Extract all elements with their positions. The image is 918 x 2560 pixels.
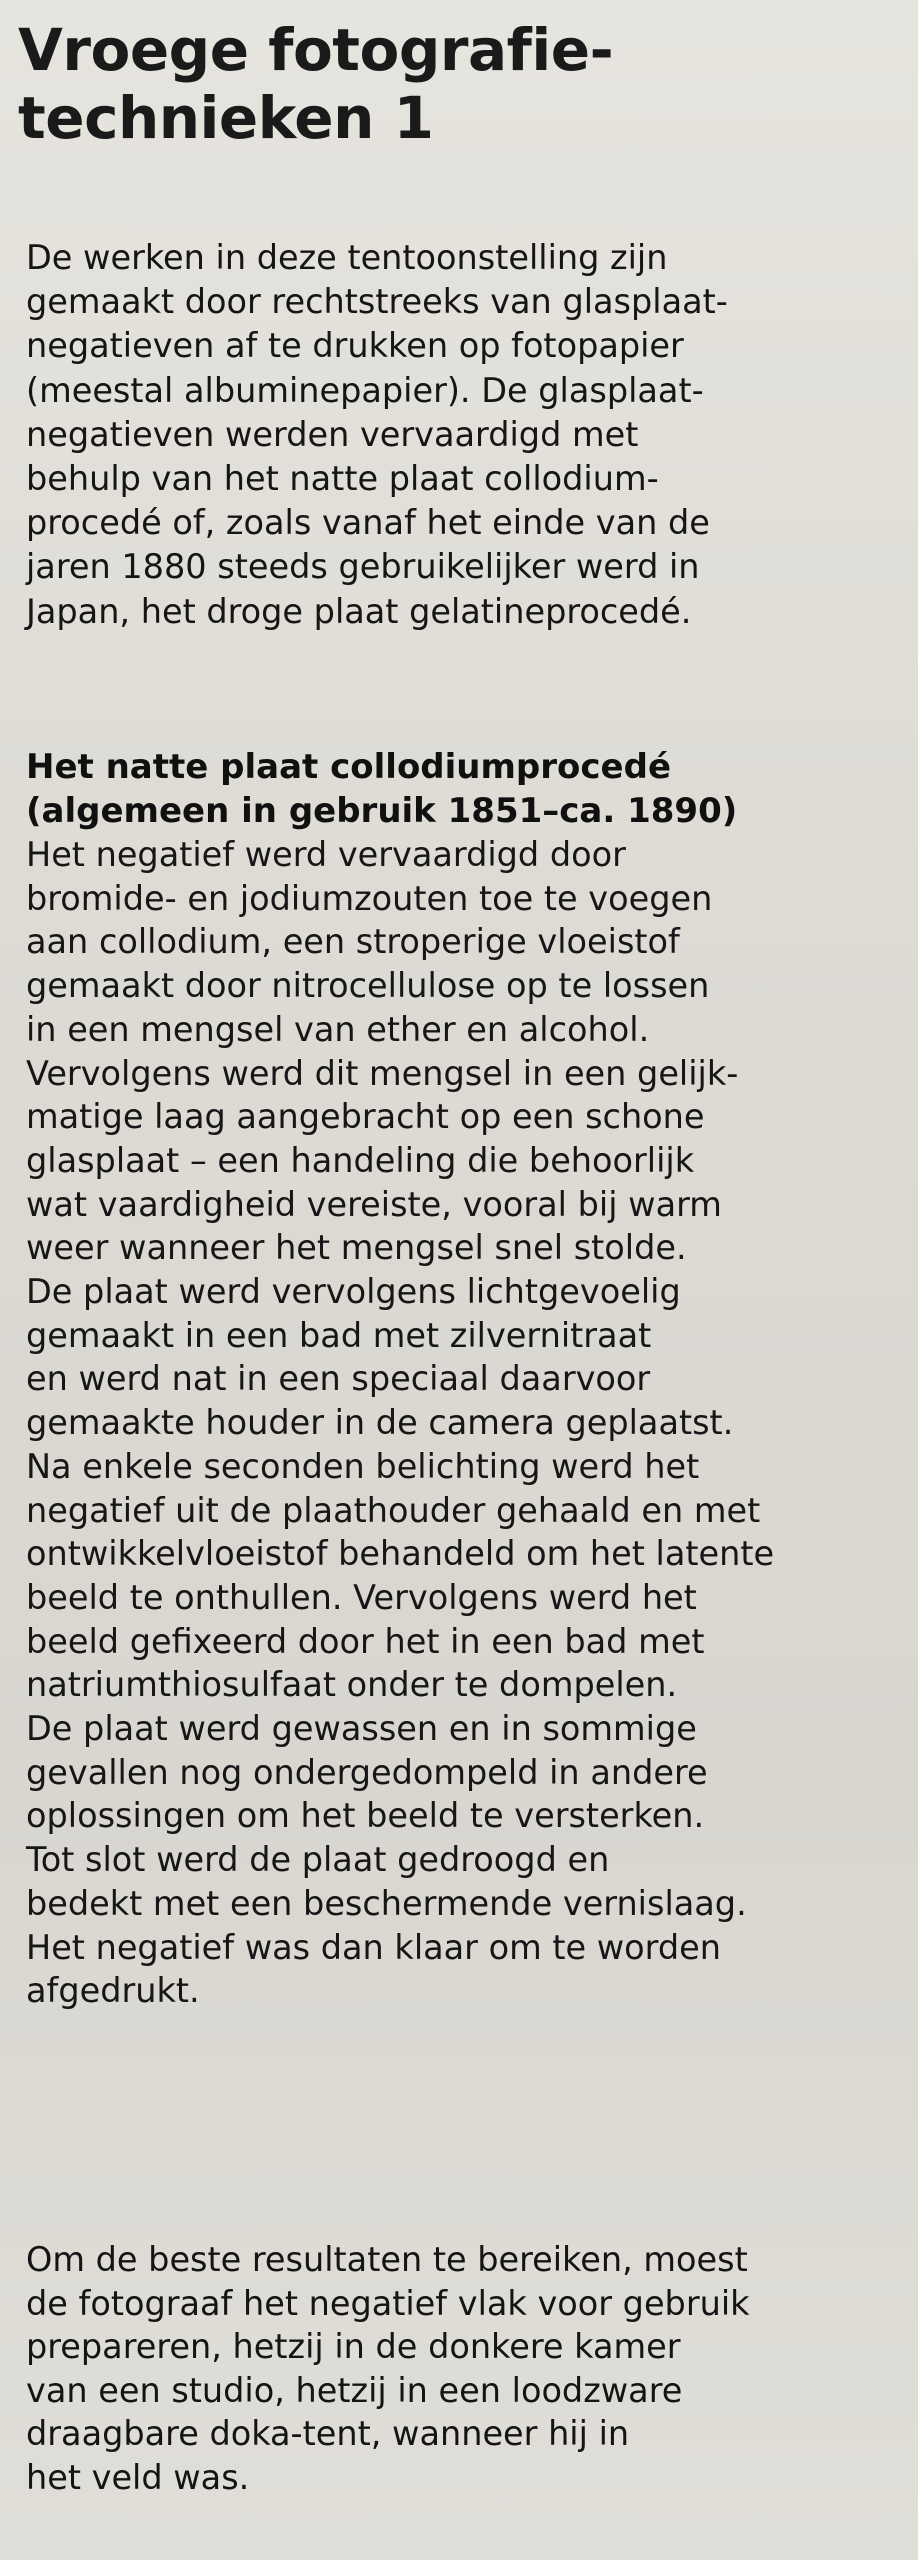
intro-line: (meestal albuminepapier). De glasplaat- xyxy=(26,370,704,410)
body-line: bedekt met een beschermende vernislaag. xyxy=(26,1883,747,1923)
body-line: Het negatief werd vervaardigd door xyxy=(26,835,626,874)
intro-line: negatieven af te drukken op fotopapier xyxy=(26,326,684,366)
body-line: De plaat werd vervolgens lichtgevoelig xyxy=(26,1272,681,1312)
body-line: gemaakte houder in de camera geplaatst. xyxy=(26,1403,734,1443)
body-line: beeld gefixeerd door het in een bad met xyxy=(26,1621,705,1661)
intro-paragraph xyxy=(26,236,886,634)
body-line: aan collodium, een stroperige vloeistof xyxy=(26,922,680,962)
body-line: gevallen nog ondergedompeld in andere xyxy=(26,1752,708,1792)
section-heading-line: Het natte plaat collodiumprocedé xyxy=(26,747,672,787)
intro-line: De werken in deze tentoonstelling zijn xyxy=(26,238,668,277)
closing-paragraph xyxy=(26,2238,886,2499)
intro-line: procedé of, zoals vanaf het einde van de xyxy=(26,503,710,543)
body-line: Vervolgens werd dit mengsel in een gelijk- xyxy=(26,1053,739,1093)
page-title xyxy=(18,16,878,152)
closing-line: van een studio, hetzij in een loodzware xyxy=(26,2370,683,2410)
body-line: negatief uit de plaathouder gehaald en met xyxy=(26,1490,761,1530)
section-body-paragraph xyxy=(26,833,886,2013)
body-line: afgedrukt. xyxy=(26,1971,200,2011)
body-line: Na enkele seconden belichting werd het xyxy=(26,1446,700,1486)
intro-line: negatieven werden vervaardigd met xyxy=(26,414,639,454)
title-line: Vroege fotografie- xyxy=(18,16,614,84)
body-line: Het negatief was dan klaar om te worden xyxy=(26,1927,721,1967)
body-line: natriumthiosulfaat onder te dompelen. xyxy=(26,1665,678,1705)
body-line: wat vaardigheid vereiste, vooral bij warm xyxy=(26,1184,722,1224)
closing-line: prepareren, hetzij in de donkere kamer xyxy=(26,2327,681,2366)
body-line: in een mengsel van ether en alcohol. xyxy=(26,1009,650,1049)
intro-line: gemaakt door rechtstreeks van glasplaat- xyxy=(26,282,728,322)
body-line: gemaakt in een bad met zilvernitraat xyxy=(26,1315,652,1355)
body-line: oplossingen om het beeld te versterken. xyxy=(26,1796,705,1836)
body-line: Tot slot werd de plaat gedroogd en xyxy=(26,1840,610,1880)
body-line: weer wanneer het mengsel snel stolde. xyxy=(26,1228,687,1268)
section-heading xyxy=(26,745,886,833)
body-line: ontwikkelvloeistof behandeld om het latente xyxy=(26,1534,775,1574)
closing-line: de fotograaf het negatief vlak voor gebruik xyxy=(26,2283,750,2323)
body-line: glasplaat – een handeling die behoorlijk xyxy=(26,1140,695,1180)
closing-line: draagbare doka-tent, wanneer hij in xyxy=(26,2414,630,2453)
body-line: en werd nat in een speciaal daarvoor xyxy=(26,1359,651,1399)
closing-line: het veld was. xyxy=(26,2457,250,2497)
body-line: bromide- en jodiumzouten toe te voegen xyxy=(26,878,713,918)
section-heading-line: (algemeen in gebruik 1851–ca. 1890) xyxy=(26,791,738,831)
title-line: technieken 1 xyxy=(18,84,434,152)
body-line: beeld te onthullen. Vervolgens werd het xyxy=(26,1577,697,1617)
intro-line: Japan, het droge plaat gelatineprocedé. xyxy=(26,591,692,631)
intro-line: behulp van het natte plaat collodium- xyxy=(26,459,659,499)
intro-line: jaren 1880 steeds gebruikelijker werd in xyxy=(26,547,700,587)
body-line: matige laag aangebracht op een schone xyxy=(26,1097,705,1137)
body-line: De plaat werd gewassen en in sommige xyxy=(26,1709,697,1749)
closing-line: Om de beste resultaten te bereiken, moest xyxy=(26,2240,748,2279)
body-line: gemaakt door nitrocellulose op te lossen xyxy=(26,966,710,1006)
